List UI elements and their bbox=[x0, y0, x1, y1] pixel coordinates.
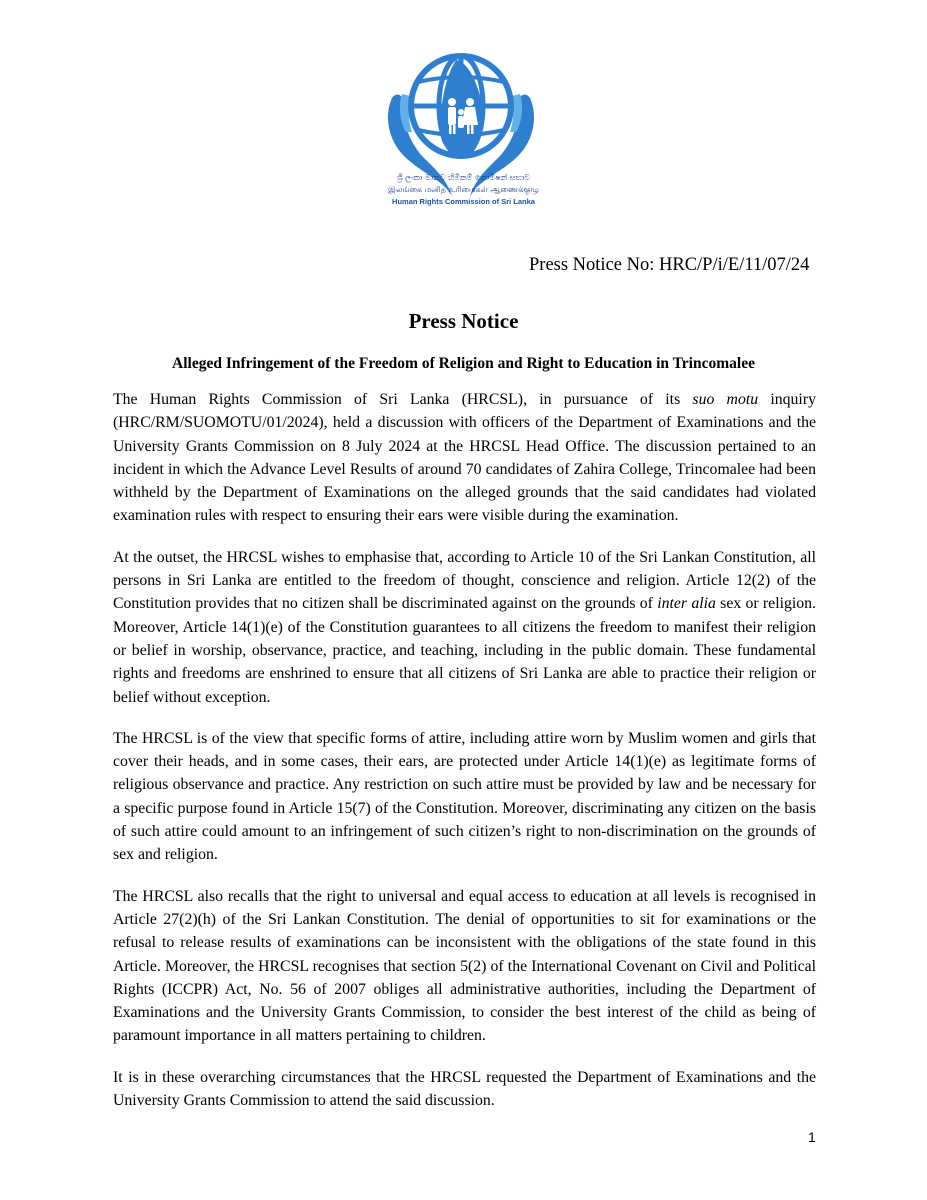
paragraph-1-part-a: The Human Rights Commission of Sri Lanka (HRCSL), in pursuance of its bbox=[113, 391, 693, 408]
paragraph-2 bbox=[113, 546, 816, 709]
paragraph-1-part-c: inquiry (HRC/RM/SUOMOTU/01/2024), held a discussion with officers of the Department of Examinations and the University Grants Commission on 8 July 2024 at the HRCSL Head Office. The discussion pertained to an incident in which the Advance Level Results of around 70 candidates of Zahira College, Trincomalee had been withheld by the Department of Examinations on the alleged grounds that the said candidates had violated examination rules with respect to ensuring their ears were visible during the examination. bbox=[113, 391, 816, 525]
page-subtitle: Alleged Infringement of the Freedom of Religion and Right to Education in Trincomalee bbox=[172, 355, 755, 372]
paragraph-4: The HRCSL also recalls that the right to universal and equal access to education at all levels is recognised in Article 27(2)(h) of the Sri Lankan Constitution. The denial of opportunities to sit for examinations or the refusal to release results of examinations can be inconsistent with the obligations of the state found in this Article. Moreover, the HRCSL recognises that section 5(2) of the International Covenant on Civil and Political Rights (ICCPR) Act, No. 56 of 2007 obliges all administrative authorities, including the Department of Examinations and the University Grants Commission, to consider the best interest of the child as being of paramount importance in all matters pertaining to children. bbox=[113, 887, 816, 1045]
paragraph-3: The HRCSL is of the view that specific forms of attire, including attire worn by Muslim women and girls that cover their heads, and in some cases, their ears, are protected under Article 14(1)(e) as legitimate forms of religious observance and practice. Any restriction on such attire must be provided by law and be necessary for a specific purpose found in Article 15(7) of the Constitution. Moreover, discriminating any citizen on the basis of such attire could amount to an infringement of such citizen’s right to non-discrimination on the grounds of sex and religion. bbox=[113, 729, 816, 864]
logo-english-text: Human Rights Commission of Sri Lanka bbox=[392, 197, 535, 206]
paragraph-2-italic: inter alia bbox=[657, 595, 716, 613]
page-title: Press Notice bbox=[408, 309, 519, 333]
paragraph-1-italic: suo motu bbox=[692, 391, 759, 408]
logo-sinhala-text: ශ්‍රී ලංකා මානව හිමිකම් කොමිෂන් සභාව bbox=[396, 173, 531, 182]
body-text bbox=[113, 388, 816, 1112]
logo-tamil-text: இலங்கை மனித உரிமைகள் ஆணைக்குழு bbox=[388, 185, 539, 194]
page-number: 1 bbox=[808, 1129, 816, 1145]
paragraph-5: It is in these overarching circumstances that the HRCSL requested the Department of Examinations and the University Grants Commission to attend the said discussion. bbox=[113, 1068, 816, 1110]
paragraph-2-part-c: sex or religion. Moreover, Article 14(1)(e) of the Constitution guarantees to all citizens the freedom to manifest their religion or belief in worship, observance, practice, and teaching, including in the public domain. These fundamental rights and freedoms are enshrined to ensure that all citizens of Sri Lanka are able to practice their religion or belief without exception. bbox=[113, 595, 817, 706]
paragraph-2-part-a: At the outset, the HRCSL wishes to emphasise that, according to Article 10 of the Sri Lankan Constitution, all persons in Sri Lanka are entitled to the freedom of thought, conscience and religion. Article 12(2) of the Constitution provides that no citizen shall be discriminated against on the grounds of bbox=[113, 548, 816, 613]
press-notice-number: Press Notice No: HRC/P/i/E/11/07/24 bbox=[529, 255, 810, 275]
paragraph-1 bbox=[113, 388, 816, 528]
